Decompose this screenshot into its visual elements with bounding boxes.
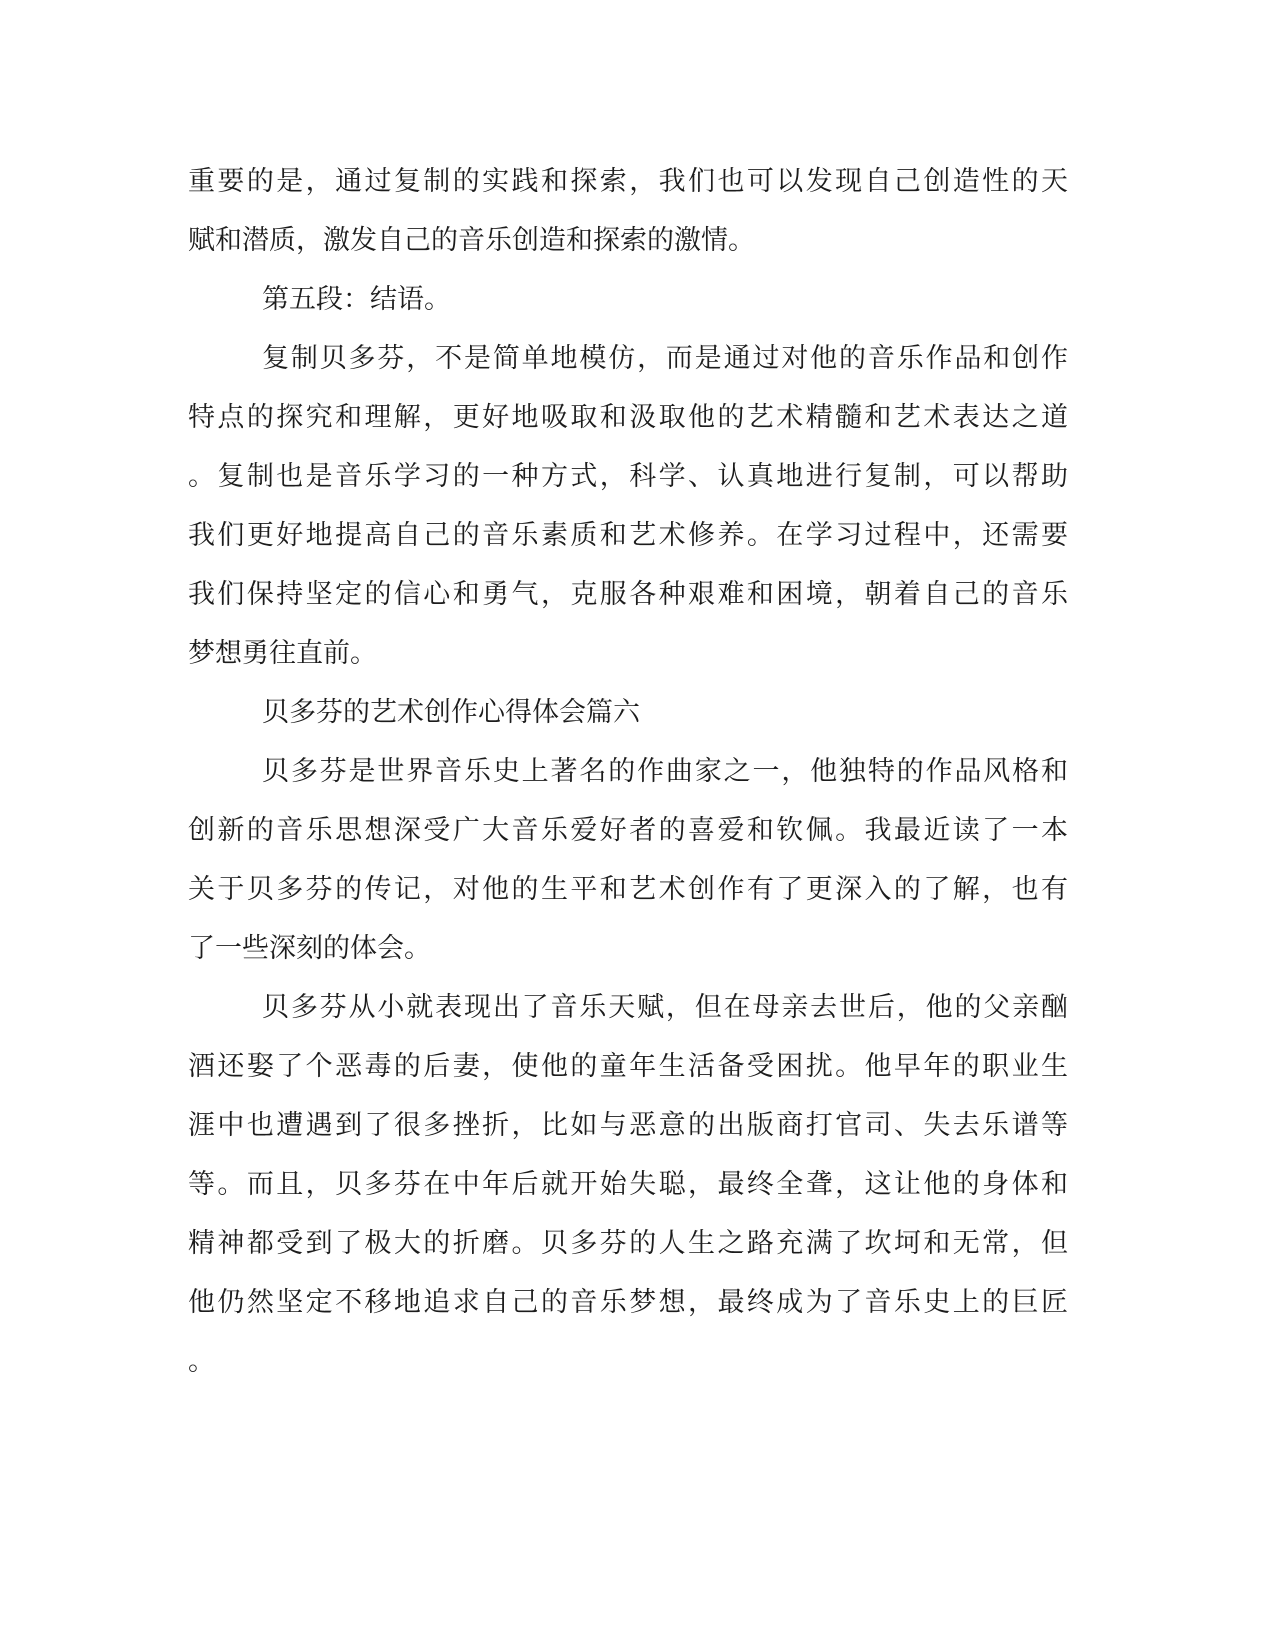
line-text: 酒还娶了个恶毒的后妻，使他的童年生活备受困扰。他早年的职业生 — [188, 1051, 1071, 1082]
line-text: 。复制也是音乐学习的一种方式，科学、认真地进行复制，可以帮助 — [188, 461, 1071, 492]
line-text: 贝多芬是世界音乐史上著名的作曲家之一，他独特的作品风格和 — [262, 756, 1070, 787]
line-text: 贝多芬从小就表现出了音乐天赋，但在母亲去世后，他的父亲酗 — [262, 992, 1070, 1023]
line-text: 我们更好地提高自己的音乐素质和艺术修养。在学习过程中，还需要 — [188, 520, 1071, 551]
line-text: 赋和潜质，激发自己的音乐创造和探索的激情。 — [188, 225, 755, 256]
line-text: 等。而且，贝多芬在中年后就开始失聪，最终全聋，这让他的身体和 — [188, 1169, 1071, 1200]
line-text: 梦想勇往直前。 — [188, 638, 377, 669]
line-text: 复制贝多芬，不是简单地模仿，而是通过对他的音乐作品和创作 — [262, 343, 1070, 374]
line-text: 创新的音乐思想深受广大音乐爱好者的喜爱和钦佩。我最近读了一本 — [188, 815, 1071, 846]
line-text: 了一些深刻的体会。 — [188, 933, 431, 964]
line-text: 关于贝多芬的传记，对他的生平和艺术创作有了更深入的了解，也有 — [188, 874, 1071, 905]
line-text: 精神都受到了极大的折磨。贝多芬的人生之路充满了坎坷和无常，但 — [188, 1228, 1071, 1259]
title-text: 贝多芬的艺术创作心得体会篇六 — [262, 697, 640, 728]
line-text: 。 — [188, 1346, 215, 1377]
line-text: 特点的探究和理解，更好地吸取和汲取他的艺术精髓和艺术表达之道 — [188, 402, 1071, 433]
line-text: 他仍然坚定不移地追求自己的音乐梦想，最终成为了音乐史上的巨匠 — [188, 1287, 1071, 1318]
heading-text: 第五段：结语。 — [262, 284, 451, 315]
line-text: 涯中也遭遇到了很多挫折，比如与恶意的出版商打官司、失去乐谱等 — [188, 1110, 1071, 1141]
line-text: 我们保持坚定的信心和勇气，克服各种艰难和困境，朝着自己的音乐 — [188, 579, 1071, 610]
line-text: 重要的是，通过复制的实践和探索，我们也可以发现自己创造性的天 — [188, 166, 1071, 197]
